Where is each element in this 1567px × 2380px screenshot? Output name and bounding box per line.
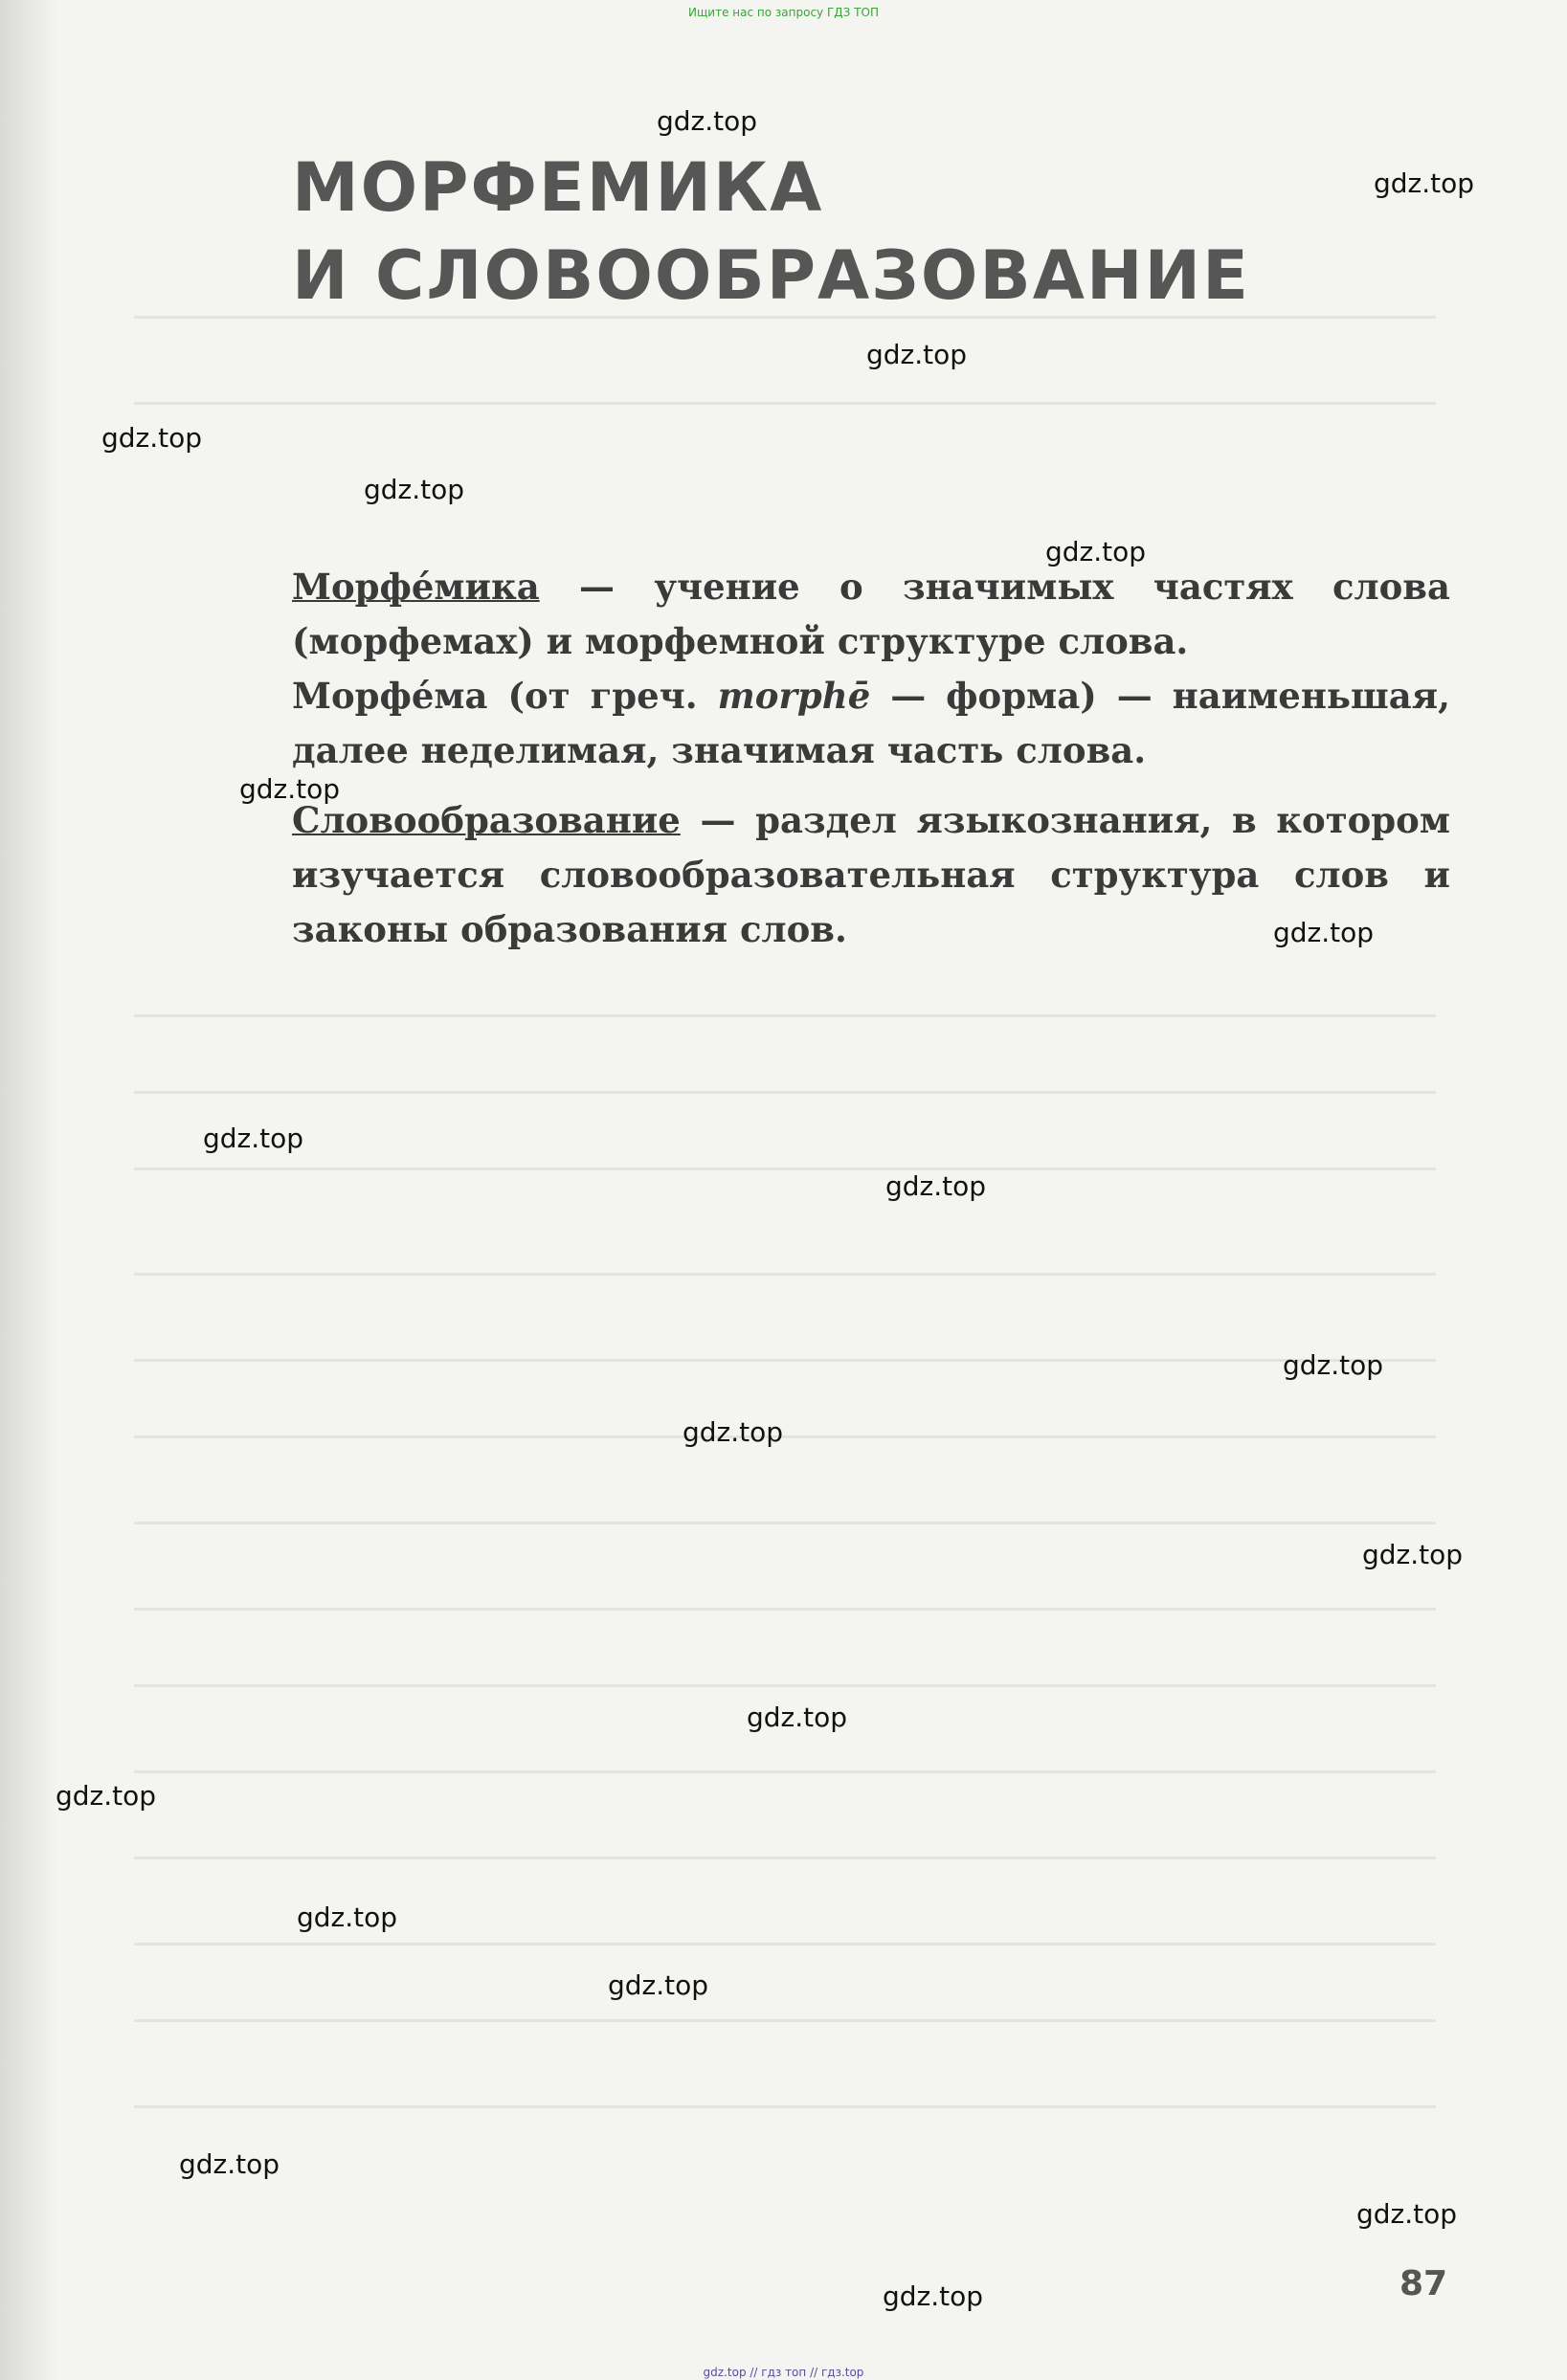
watermark: gdz.top: [364, 474, 465, 505]
page-number: 87: [1399, 2264, 1448, 2303]
definition-morphemics: [292, 560, 1450, 669]
watermark: gdz.top: [657, 105, 758, 137]
term-morpheme: Морфе́ма: [292, 675, 488, 717]
term-word-formation: Словообразование: [292, 799, 681, 841]
header-note: Ищите нас по запросу ГДЗ ТОП: [688, 6, 879, 19]
watermark: gdz.top: [101, 422, 203, 454]
watermark: gdz.top: [866, 339, 968, 370]
footer-note: gdz.top // гдз топ // гдз.top: [703, 2366, 864, 2379]
watermark: gdz.top: [747, 1702, 848, 1733]
watermark: gdz.top: [883, 2280, 984, 2312]
watermark: gdz.top: [608, 1969, 709, 2001]
watermark: gdz.top: [56, 1780, 157, 1812]
watermark: gdz.top: [683, 1416, 784, 1448]
chapter-title-line-1: МОРФЕМИКА: [292, 148, 824, 227]
definition-word-formation-text: — раздел языкознания, в котором изучается словообразовательная структура слов и законы образования слов.: [292, 799, 1450, 950]
watermark: gdz.top: [239, 773, 341, 805]
chapter-title: [292, 144, 1441, 320]
watermark: gdz.top: [1045, 536, 1147, 567]
chapter-title-line-2: И СЛОВООБРАЗОВАНИЕ: [292, 236, 1250, 315]
watermark: gdz.top: [179, 2148, 280, 2180]
definition-morpheme-text-before: (от греч.: [487, 675, 718, 717]
definition-morphemics-text: — учение о значимых частях слова (морфемах) и морфемной структуре слова.: [292, 566, 1450, 662]
watermark: gdz.top: [1362, 1539, 1464, 1570]
watermark: gdz.top: [1283, 1349, 1384, 1381]
definition-morpheme: [292, 669, 1450, 778]
watermark: gdz.top: [203, 1123, 304, 1154]
watermark: gdz.top: [1273, 917, 1375, 948]
term-morphemics: Морфе́мика: [292, 566, 540, 608]
watermark: gdz.top: [885, 1170, 987, 1202]
definitions-block: [292, 560, 1450, 957]
definition-morpheme-text-after: — форма) — наименьшая, далее неделимая, значимая часть слова.: [292, 675, 1450, 771]
watermark: gdz.top: [1356, 2198, 1458, 2230]
greek-word: morphē: [717, 675, 871, 717]
page-binding-shadow: [0, 0, 57, 2380]
watermark: gdz.top: [297, 1902, 398, 1933]
watermark: gdz.top: [1374, 167, 1475, 199]
